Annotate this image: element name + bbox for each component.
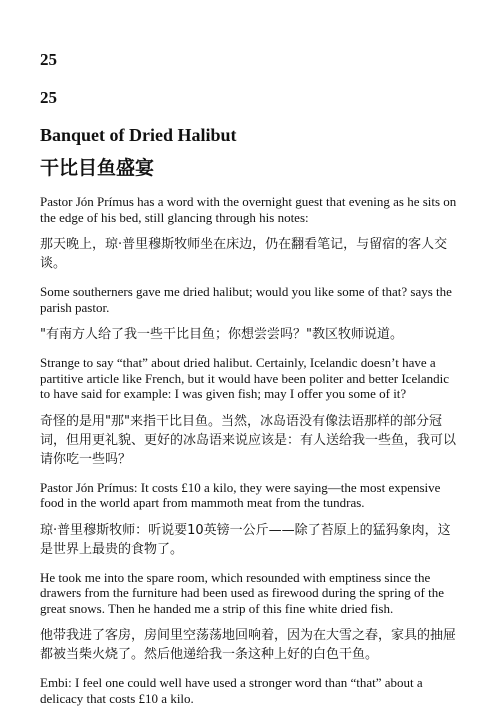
paragraph-chinese: 琼·普里穆斯牧师：听说要10英镑一公斤——除了苔原上的猛犸象肉，这是世界上最贵的食物了。	[40, 522, 451, 557]
paragraph-english: Some southerners gave me dried halibut; would you like some of that? says the parish pastor.	[40, 284, 452, 315]
chapter-number: 25	[40, 50, 57, 69]
chapter-number-repeat: 25	[40, 88, 57, 107]
chapter-title-english: Banquet of Dried Halibut	[40, 125, 237, 145]
paragraph-chinese: "有南方人给了我一些干比目鱼；你想尝尝吗？"教区牧师说道。	[40, 327, 403, 342]
paragraph-chinese: 奇怪的是用"那"来指干比目鱼。当然，冰岛语没有像法语那样的部分冠词，但用更礼貌、更好的冰岛语来说应该是：有人送给我一些鱼，我可以请你吃一些吗？	[40, 413, 457, 467]
paragraph-chinese: 那天晚上，琼·普里穆斯牧师坐在床边，仍在翻看笔记，与留宿的客人交谈。	[40, 237, 448, 271]
paragraph-english: Embi: I feel one could well have used a stronger word than “that” about a delicacy that costs £10 a kilo.	[40, 675, 423, 706]
paragraph-english: He took me into the spare room, which resounded with emptiness since the drawers from the furniture had been used as firewood during the spring of the great snows. Then he handed me a strip of this fine white dried fish.	[40, 569, 444, 616]
chapter-title-chinese: 干比目鱼盛宴	[40, 157, 155, 179]
paragraph-english: Pastor Jón Prímus: It costs £10 a kilo, they were saying—the most expensive food in the world apart from mammoth meat from the tundras.	[40, 479, 441, 510]
paragraph-english: Strange to say “that” about dried halibut. Certainly, Icelandic doesn’t have a partitive article like French, but it would have been politer and better Icelandic to have said for example: I was given fish; may I offer you some of it?	[40, 355, 449, 401]
document-page	[40, 50, 458, 716]
paragraph-english: Pastor Jón Prímus has a word with the overnight guest that evening as he sits on the edge of his bed, still glancing through his notes:	[40, 194, 457, 225]
paragraph-chinese: 他带我进了客房，房间里空荡荡地回响着，因为在大雪之春，家具的抽屉都被当柴火烧了。然后他递给我一条这种上好的白色干鱼。	[40, 628, 457, 662]
